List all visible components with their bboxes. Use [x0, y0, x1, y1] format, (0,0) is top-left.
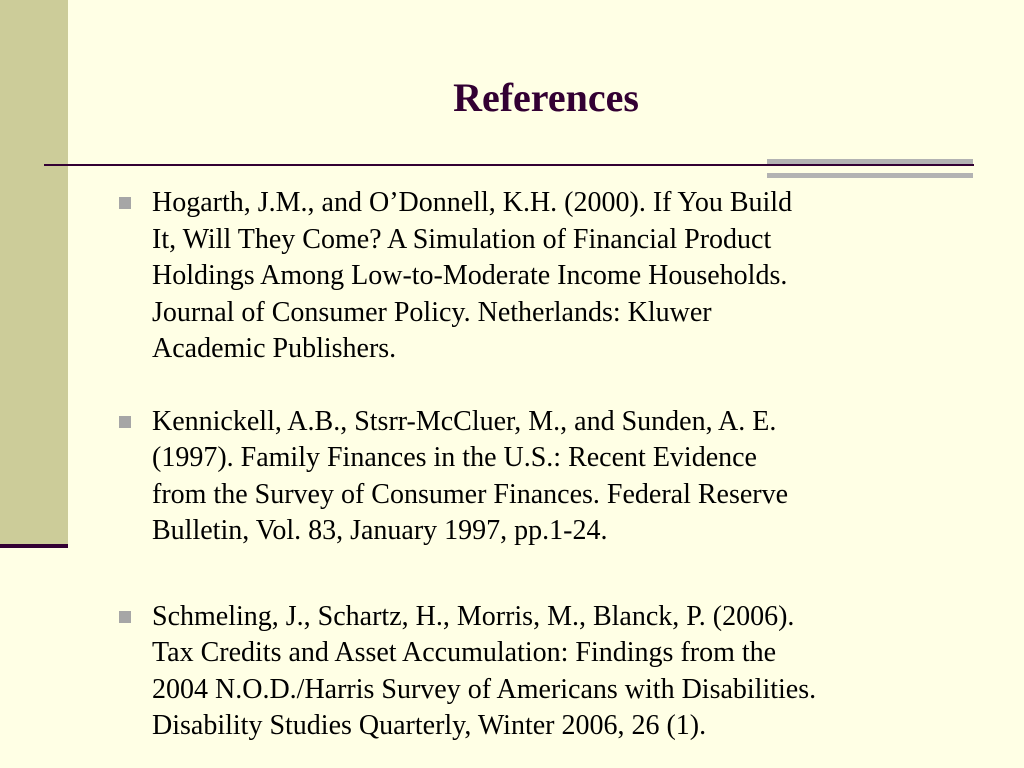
decorative-grey-bar-bottom: [767, 173, 973, 178]
reference-line: Schmeling, J., Schartz, H., Morris, M., Blanck, P. (2006).: [152, 600, 795, 632]
reference-line: It, Will They Come? A Simulation of Financial Product: [152, 223, 772, 255]
reference-item: [113, 185, 983, 368]
reference-line: Journal of Consumer Policy. Netherlands: Kluwer: [152, 296, 712, 328]
reference-line: Kennickell, A.B., Stsrr-McCluer, M., and Sunden, A. E.: [152, 405, 777, 437]
left-decorative-bar: [0, 0, 68, 544]
reference-item: [113, 404, 983, 550]
title-divider: [44, 164, 974, 166]
reference-line: from the Survey of Consumer Finances. Federal Reserve: [152, 478, 789, 510]
reference-line: 2004 N.O.D./Harris Survey of Americans with Disabilities.: [152, 673, 817, 705]
reference-item: [113, 599, 983, 745]
reference-line: Tax Credits and Asset Accumulation: Findings from the: [152, 637, 777, 668]
reference-line: Hogarth, J.M., and O’Donnell, K.H. (2000). If You Build: [152, 187, 793, 218]
reference-line: Disability Studies Quarterly, Winter 2006, 26 (1).: [152, 710, 707, 741]
reference-line: Academic Publishers.: [152, 333, 397, 364]
reference-line: Bulletin, Vol. 83, January 1997, pp.1-24.: [152, 515, 608, 546]
reference-line: (1997). Family Finances in the U.S.: Recent Evidence: [152, 442, 757, 473]
slide-title: References: [453, 75, 639, 120]
square-bullet-icon: [119, 611, 131, 623]
reference-line: Holdings Among Low-to-Moderate Income Households.: [152, 260, 788, 291]
square-bullet-icon: [119, 416, 131, 428]
decorative-grey-bar-top: [767, 159, 973, 164]
references-list: [113, 185, 983, 745]
square-bullet-icon: [119, 197, 131, 209]
left-bar-accent-line: [0, 544, 68, 548]
